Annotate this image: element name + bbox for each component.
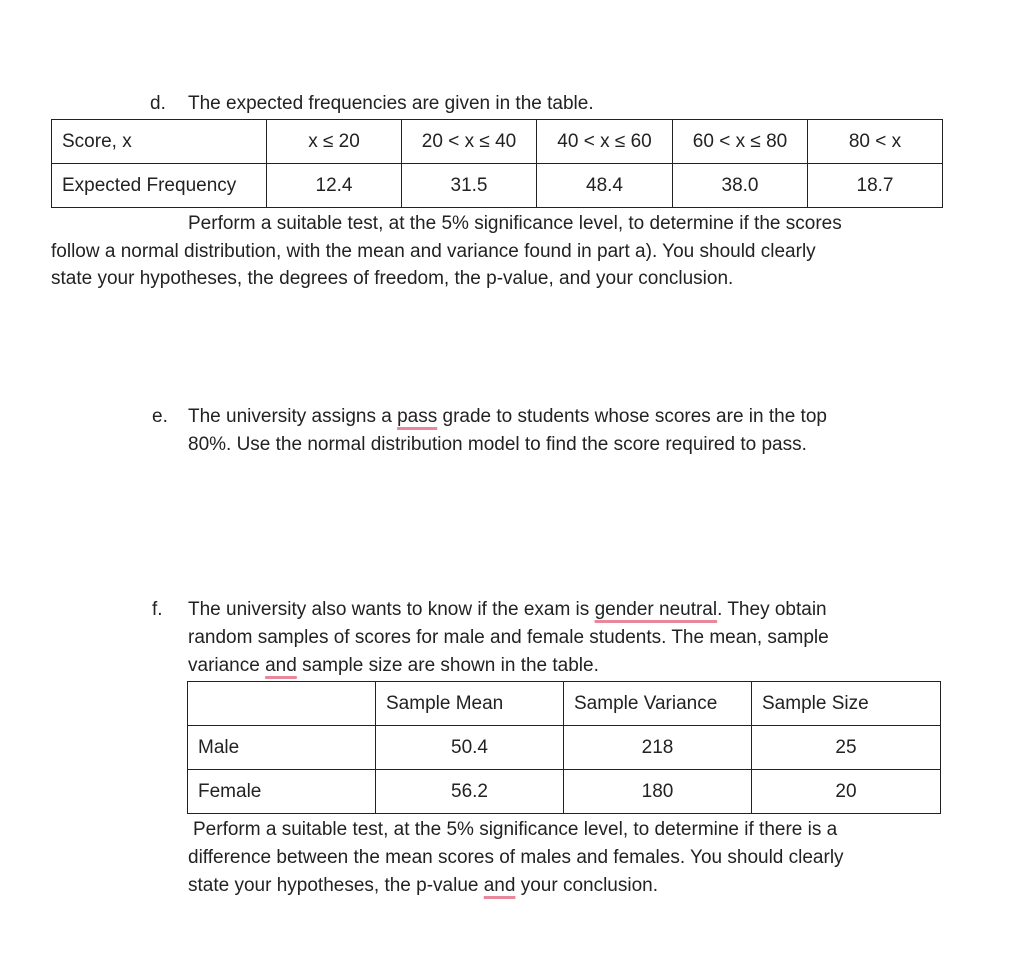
table-row [188, 682, 941, 726]
part-f-line: random samples of scores for male and female students. The mean, sample [188, 627, 829, 648]
table-cell: Sample Size [752, 682, 941, 726]
spellcheck-flag[interactable]: and [483, 875, 516, 896]
part-d-question-line: follow a normal distribution, with the mean and variance found in part a). You should clearly [51, 241, 816, 262]
table-cell: 18.7 [808, 164, 943, 208]
table-cell: 218 [564, 726, 752, 770]
text-segment: sample size are shown in the table. [296, 655, 599, 676]
text-segment: grade to students whose scores are in the top [437, 406, 827, 427]
sample-statistics-table [187, 681, 941, 814]
table-cell: 50.4 [376, 726, 564, 770]
part-f-question-line [188, 872, 658, 900]
table-cell: 80 < x [808, 120, 943, 164]
text-segment: your conclusion. [515, 875, 659, 896]
table-row [188, 726, 941, 770]
part-d-intro: The expected frequencies are given in the table. [188, 93, 594, 114]
table-cell: Score, x [52, 120, 267, 164]
table-cell: Sample Variance [564, 682, 752, 726]
table-cell: Female [188, 770, 376, 814]
table-cell: 20 [752, 770, 941, 814]
table-cell: 56.2 [376, 770, 564, 814]
table-cell: Sample Mean [376, 682, 564, 726]
table-cell: 20 < x ≤ 40 [402, 120, 537, 164]
part-f-marker: f. [152, 599, 163, 620]
part-f-question-line: Perform a suitable test, at the 5% significance level, to determine if there is a [193, 819, 838, 840]
part-f-line [188, 596, 827, 624]
table-row [52, 120, 943, 164]
spellcheck-flag[interactable]: and [265, 655, 297, 676]
part-e-line [188, 403, 827, 431]
table-cell: Expected Frequency [52, 164, 267, 208]
part-d-marker: d. [150, 93, 166, 114]
table-cell: 38.0 [673, 164, 808, 208]
spellcheck-flag[interactable]: pass [397, 406, 438, 427]
table-row [188, 770, 941, 814]
table-row [52, 164, 943, 208]
spellcheck-flag[interactable]: gender neutral [594, 599, 718, 620]
text-segment: . They obtain [717, 599, 827, 620]
table-cell: 48.4 [537, 164, 673, 208]
text-segment: The university also wants to know if the exam is [188, 599, 595, 620]
table-cell: 40 < x ≤ 60 [537, 120, 673, 164]
part-d-question-line: state your hypotheses, the degrees of freedom, the p-value, and your conclusion. [51, 268, 734, 289]
part-e-marker: e. [152, 406, 168, 427]
part-f-line [188, 652, 599, 680]
expected-frequency-table [51, 119, 943, 208]
table-cell: 60 < x ≤ 80 [673, 120, 808, 164]
part-e-line: 80%. Use the normal distribution model to find the score required to pass. [188, 434, 807, 455]
part-f-question-line: difference between the mean scores of males and females. You should clearly [188, 847, 844, 868]
table-cell [188, 682, 376, 726]
text-segment: state your hypotheses, the p-value [188, 875, 484, 896]
table-cell: 31.5 [402, 164, 537, 208]
text-segment: variance [188, 655, 266, 676]
table-cell: 12.4 [267, 164, 402, 208]
table-cell: x ≤ 20 [267, 120, 402, 164]
part-d-question-line: Perform a suitable test, at the 5% significance level, to determine if the scores [188, 213, 842, 234]
table-cell: 25 [752, 726, 941, 770]
text-segment: The university assigns a [188, 406, 398, 427]
table-cell: Male [188, 726, 376, 770]
table-cell: 180 [564, 770, 752, 814]
